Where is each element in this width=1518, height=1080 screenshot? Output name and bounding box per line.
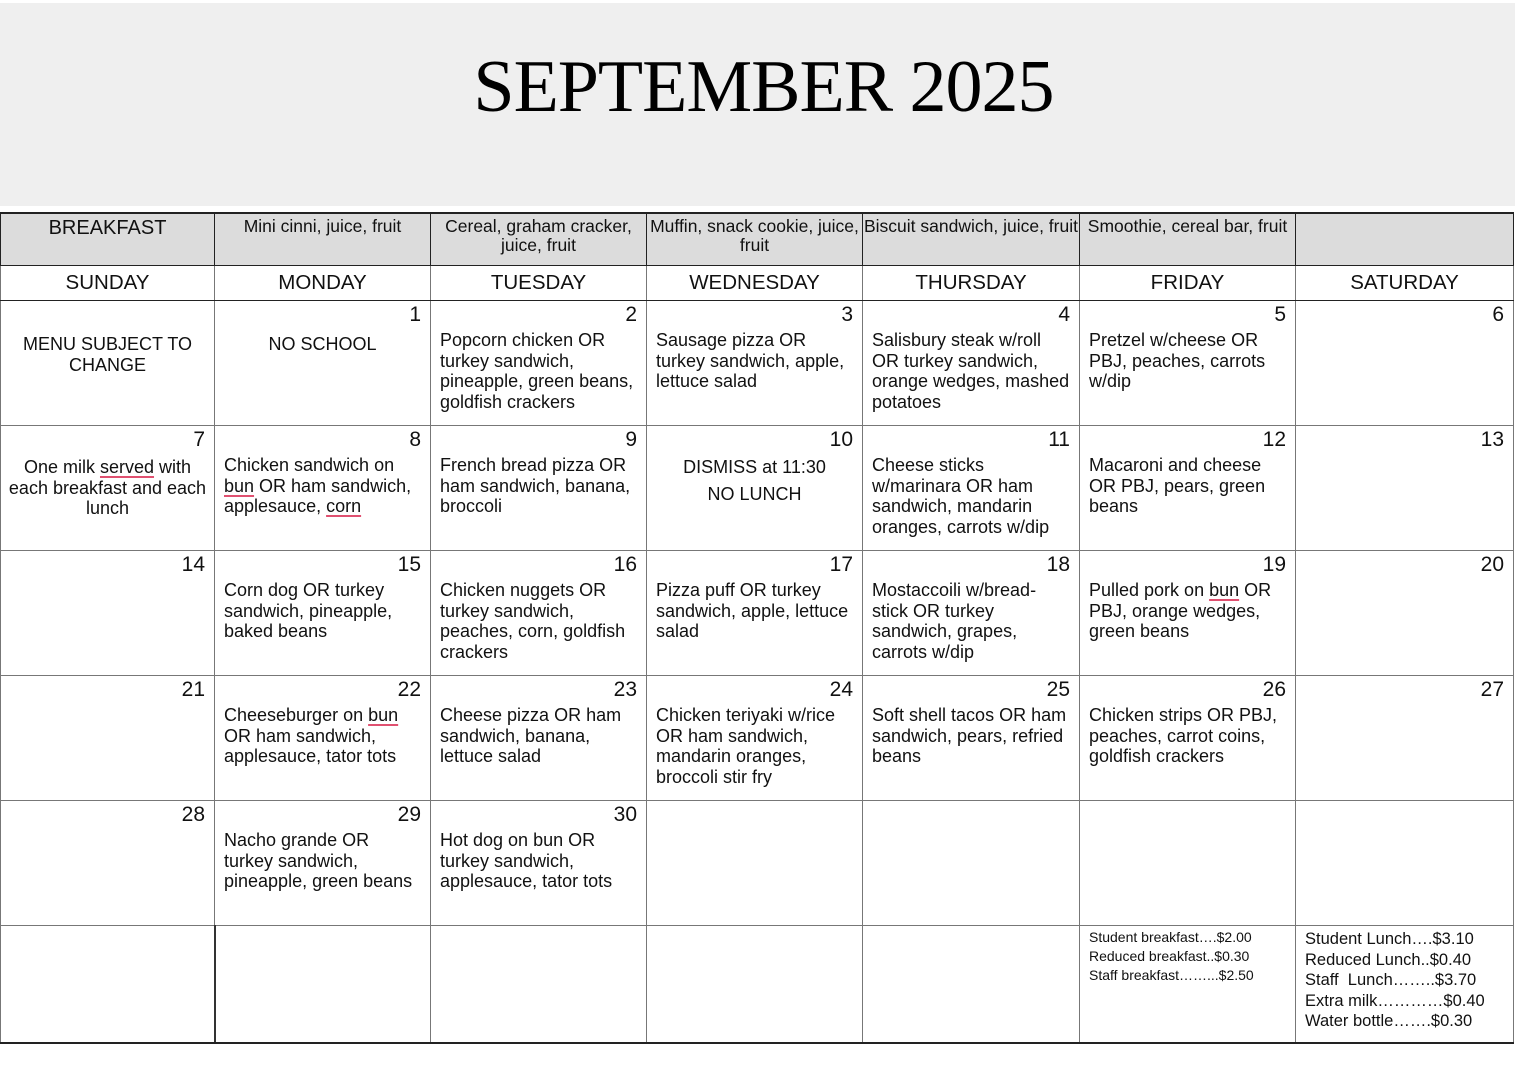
day-cell	[647, 676, 863, 801]
empty-cell	[1080, 801, 1296, 926]
day-number: 11	[1048, 428, 1070, 451]
lunch-menu: Cheese pizza OR ham sandwich, banana, lettuce salad	[440, 705, 622, 766]
menu-subject-note: MENU SUBJECT TO CHANGE	[22, 334, 193, 375]
lunch-menu: Chicken strips OR PBJ, peaches, carrot coins, goldfish crackers	[1089, 705, 1278, 766]
day-number: 20	[1480, 553, 1504, 576]
empty-cell	[1296, 801, 1514, 926]
day-cell	[215, 676, 431, 801]
day-cell	[215, 801, 431, 926]
weekday-header-row	[1, 266, 1514, 301]
lunch-menu: Chicken teriyaki w/rice OR ham sandwich, mandarin oranges, broccoli stir fry	[656, 705, 836, 787]
week-row-3	[1, 551, 1514, 676]
day-cell	[431, 676, 647, 801]
day-number: 5	[1274, 303, 1286, 326]
day-cell	[431, 426, 647, 551]
price-line: Student Lunch….$3.10	[1305, 930, 1474, 948]
day-number: 1	[409, 303, 421, 326]
day-number: 9	[625, 428, 637, 451]
empty-cell	[863, 801, 1080, 926]
breakfast-tuesday: Cereal, graham cracker, juice, fruit	[431, 213, 647, 266]
week-row-2	[1, 426, 1514, 551]
lunch-menu: Hot dog on bun OR turkey sandwich, applesauce, tator tots	[440, 830, 613, 891]
empty-cell	[647, 801, 863, 926]
day-number: 26	[1262, 678, 1286, 701]
breakfast-label: BREAKFAST	[1, 213, 215, 266]
breakfast-prices	[1080, 926, 1296, 1044]
lunch-menu: Cheese sticks w/marinara OR ham sandwich, mandarin oranges, carrots w/dip	[872, 455, 1050, 537]
breakfast-saturday	[1296, 213, 1514, 266]
day-cell	[431, 301, 647, 426]
empty-cell	[863, 926, 1080, 1044]
milk-note: One milk served with each breakfast and each lunch	[8, 457, 207, 518]
price-line: Staff breakfast……...$2.50	[1089, 967, 1254, 983]
lunch-menu: Salisbury steak w/roll OR turkey sandwich, orange wedges, mashed potatoes	[872, 330, 1070, 412]
lunch-menu: Sausage pizza OR turkey sandwich, apple, lettuce salad	[656, 330, 845, 391]
day-cell	[1080, 551, 1296, 676]
breakfast-monday: Mini cinni, juice, fruit	[215, 213, 431, 266]
day-cell	[863, 676, 1080, 801]
price-line: Reduced breakfast..$0.30	[1089, 948, 1250, 964]
no-school-note: NO SCHOOL	[268, 334, 377, 354]
price-line: Reduced Lunch..$0.40	[1305, 950, 1472, 969]
breakfast-thursday: Biscuit sandwich, juice, fruit	[863, 213, 1080, 266]
day-header-tuesday: TUESDAY	[431, 266, 647, 301]
day-number: 28	[181, 803, 205, 826]
day-number: 17	[829, 553, 853, 576]
day-cell	[1, 801, 215, 926]
page-title: SEPTEMBER 2025	[473, 46, 1054, 128]
day-number: 8	[409, 428, 421, 451]
breakfast-wednesday: Muffin, snack cookie, juice, fruit	[647, 213, 863, 266]
day-number: 22	[397, 678, 421, 701]
day-number: 2	[625, 303, 637, 326]
price-line: Student breakfast….$2.00	[1089, 929, 1252, 945]
week-row-5	[1, 801, 1514, 926]
day-cell	[1, 676, 215, 801]
day-number: 4	[1058, 303, 1070, 326]
day-header-sunday: SUNDAY	[1, 266, 215, 301]
day-cell	[431, 551, 647, 676]
lunch-menu: Cheeseburger on bun OR ham sandwich, applesauce, tator tots	[224, 705, 399, 766]
lunch-menu: Corn dog OR turkey sandwich, pineapple, baked beans	[224, 580, 393, 641]
day-cell	[863, 426, 1080, 551]
day-cell	[647, 301, 863, 426]
lunch-menu: Pizza puff OR turkey sandwich, apple, lettuce salad	[656, 580, 849, 641]
day-cell	[431, 801, 647, 926]
empty-cell	[215, 926, 431, 1044]
lunch-prices	[1296, 926, 1514, 1044]
day-number: 6	[1492, 303, 1504, 326]
prices-row	[1, 926, 1514, 1044]
lunch-menu: Mostaccoili w/bread-stick OR turkey sandwich, grapes, carrots w/dip	[872, 580, 1037, 662]
day-number: 30	[613, 803, 637, 826]
day-number: 21	[181, 678, 205, 701]
week-row-1	[1, 301, 1514, 426]
day-number: 10	[829, 428, 853, 451]
day-cell	[215, 551, 431, 676]
day-cell	[215, 301, 431, 426]
lunch-menu: Chicken nuggets OR turkey sandwich, peaches, corn, goldfish crackers	[440, 580, 626, 662]
day-cell	[1, 551, 215, 676]
empty-cell	[1, 926, 215, 1044]
day-number: 12	[1262, 428, 1286, 451]
price-line: Staff Lunch……..$3.70	[1305, 971, 1477, 989]
lunch-menu: Chicken sandwich on bun OR ham sandwich, applesauce, corn	[224, 455, 412, 516]
day-cell	[215, 426, 431, 551]
day-header-thursday: THURSDAY	[863, 266, 1080, 301]
lunch-menu: Pulled pork on bun OR PBJ, orange wedges, green beans	[1089, 580, 1272, 641]
day-cell	[1080, 426, 1296, 551]
week-row-4	[1, 676, 1514, 801]
breakfast-friday: Smoothie, cereal bar, fruit	[1080, 213, 1296, 266]
day-number: 16	[613, 553, 637, 576]
day-number: 25	[1046, 678, 1070, 701]
day-number: 15	[397, 553, 421, 576]
menu-calendar	[0, 212, 1514, 1044]
day-number: 29	[397, 803, 421, 826]
day-number: 3	[841, 303, 853, 326]
day-cell	[1296, 426, 1514, 551]
day-cell	[863, 301, 1080, 426]
dismiss-note: DISMISS at 11:30 NO LUNCH	[683, 457, 826, 504]
day-number: 7	[193, 428, 205, 451]
day-number: 27	[1480, 678, 1504, 701]
day-cell	[1, 301, 215, 426]
day-cell	[1296, 301, 1514, 426]
day-cell	[647, 551, 863, 676]
lunch-menu: Macaroni and cheese OR PBJ, pears, green beans	[1089, 455, 1266, 516]
lunch-menu: Pretzel w/cheese OR PBJ, peaches, carrots w/dip	[1089, 330, 1266, 391]
day-number: 18	[1046, 553, 1070, 576]
day-cell	[647, 426, 863, 551]
day-header-wednesday: WEDNESDAY	[647, 266, 863, 301]
lunch-menu: Soft shell tacos OR ham sandwich, pears, refried beans	[872, 705, 1067, 766]
day-number: 14	[181, 553, 205, 576]
price-line: Water bottle…….$0.30	[1305, 1012, 1473, 1030]
day-header-monday: MONDAY	[215, 266, 431, 301]
breakfast-row	[1, 213, 1514, 266]
day-number: 19	[1262, 553, 1286, 576]
day-header-saturday: SATURDAY	[1296, 266, 1514, 301]
lunch-menu: Nacho grande OR turkey sandwich, pineapple, green beans	[224, 830, 413, 891]
day-cell	[1296, 551, 1514, 676]
day-header-friday: FRIDAY	[1080, 266, 1296, 301]
empty-cell	[647, 926, 863, 1044]
day-cell	[1080, 676, 1296, 801]
day-number: 13	[1480, 428, 1504, 451]
day-cell	[1, 426, 215, 551]
lunch-menu: Popcorn chicken OR turkey sandwich, pineapple, green beans, goldfish crackers	[440, 330, 634, 412]
day-number: 24	[829, 678, 853, 701]
day-cell	[1080, 301, 1296, 426]
day-cell	[863, 551, 1080, 676]
empty-cell	[431, 926, 647, 1044]
price-line: Extra milk…………$0.40	[1305, 991, 1485, 1010]
day-number: 23	[613, 678, 637, 701]
lunch-menu: French bread pizza OR ham sandwich, banana, broccoli	[440, 455, 631, 516]
day-cell	[1296, 676, 1514, 801]
